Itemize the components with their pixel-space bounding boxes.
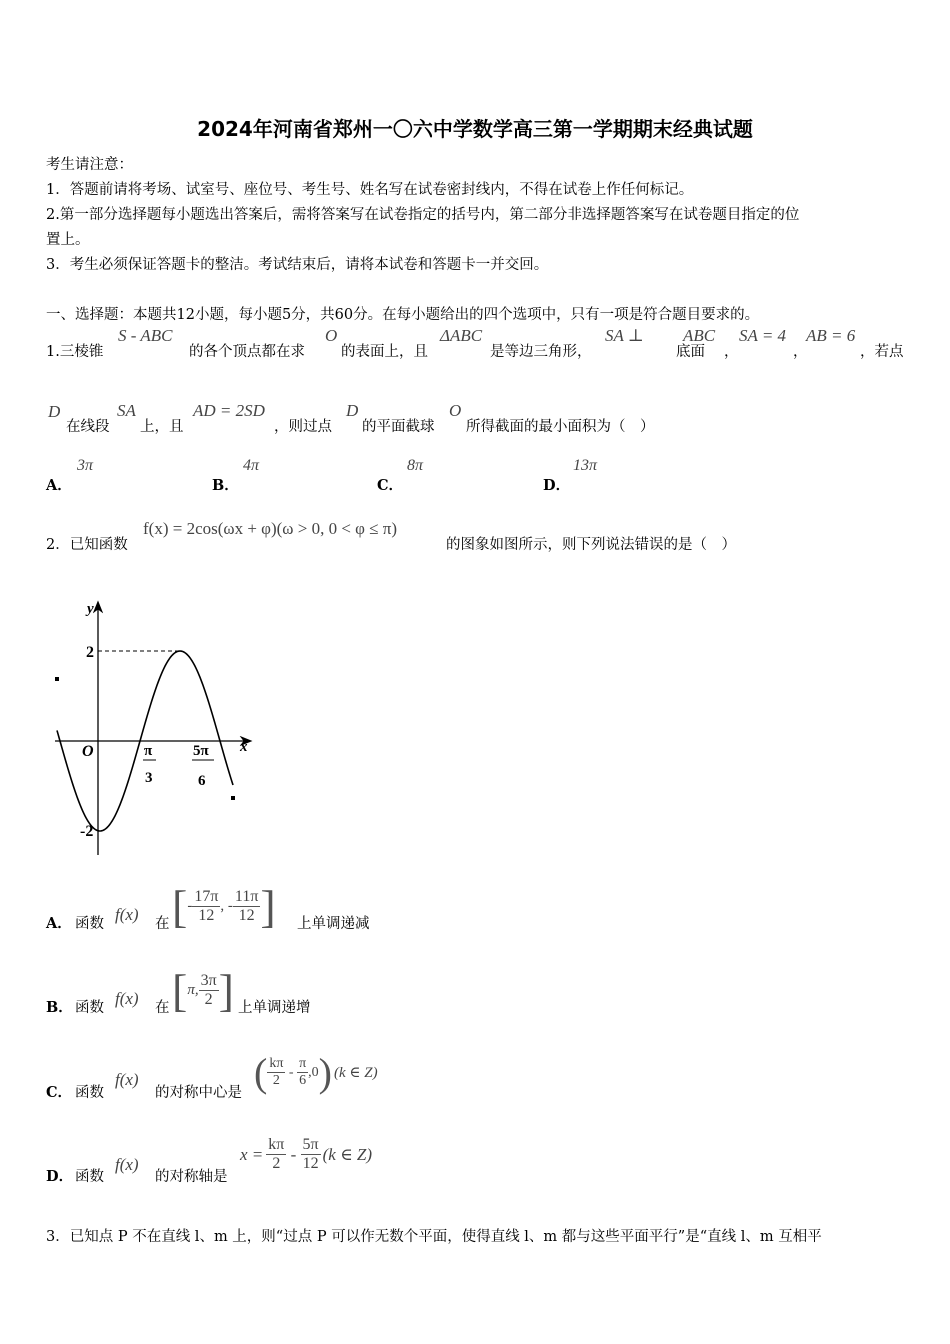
q2-option-b-frac-den: 2 xyxy=(204,991,213,1008)
q2-option-d-letter[interactable]: D． xyxy=(46,1168,74,1185)
q1-math-triangle: ΔABC xyxy=(440,326,483,345)
q2-option-c-frac1-den: 2 xyxy=(272,1073,280,1088)
curve-end-point xyxy=(231,796,235,800)
q2-text-1: 2．已知函数 xyxy=(46,537,128,553)
q1-option-a-value[interactable]: 3π xyxy=(77,457,94,474)
q3-text: 3．已知点 P 不在直线 l、m 上，则“过点 P 可以作无数个平面，使得直线 l、m 都与这些平面平行”是“直线 l、m 互相平 xyxy=(46,1229,822,1245)
q2-text-2: 的图象如图所示，则下列说法错误的是（ ） xyxy=(446,537,736,553)
q2-option-a-mid: 在 xyxy=(155,916,170,932)
tick2-denominator: 6 xyxy=(198,773,206,789)
q2-option-b-frac-num: 3π xyxy=(200,972,217,989)
q2-option-a-fx: f(x) xyxy=(115,905,139,924)
q2-option-c-frac1-num: kπ xyxy=(269,1056,284,1071)
q2-option-d-lead: x = xyxy=(240,1144,264,1164)
q2-option-d-pre: 函数 xyxy=(75,1169,104,1185)
q1-math-ad2sd: AD = 2SD xyxy=(193,401,265,420)
q2-option-d-frac2-num: 5π xyxy=(302,1136,319,1153)
q1-option-d-letter[interactable]: D． xyxy=(543,477,571,494)
q1-math-sa-perp: SA ⊥ xyxy=(605,326,644,345)
q2-option-c-center: ( $\frac{k\pi}{2}$ - $\frac{\pi}{6}$ ,0 ) (k ∈ Z) xyxy=(254,1050,378,1095)
q2-option-c-frac2-den: 6 xyxy=(299,1073,307,1088)
q1-math-d: D xyxy=(48,402,61,421)
x-axis-label: x xyxy=(240,739,248,755)
q1-text-7: ， xyxy=(793,344,808,360)
q2-option-a-interval: [ - $\frac{17\pi}{12}$ , - $\frac{11\pi}{12}$ ] xyxy=(172,881,276,932)
q1-math-sa4: SA = 4 xyxy=(739,326,787,345)
q2-option-a-frac1-num: 17π xyxy=(194,888,219,905)
q1-text-3: 的表面上，且 xyxy=(341,344,428,360)
q1-option-b-value[interactable]: 4π xyxy=(243,457,260,474)
tick2-numerator: 5π xyxy=(193,743,209,759)
notice-item-1: 1．答题前请将考场、试室号、座位号、考生号、姓名写在试卷密封线内，不得在试卷上作任何标记。 xyxy=(46,182,694,198)
q2-option-d-frac1-num: kπ xyxy=(268,1136,285,1153)
q1-text-1: 1.三棱锥 xyxy=(46,344,104,360)
q2-cosine-graph xyxy=(40,595,270,865)
q2-option-c-pre: 函数 xyxy=(75,1085,104,1101)
q2-formula: f(x) = 2cos(ωx + φ)(ω > 0, 0 < φ ≤ π) xyxy=(143,519,398,538)
notice-heading: 考生请注意： xyxy=(46,157,133,173)
q2-option-a-frac2-num: 11π xyxy=(234,888,259,905)
q2-option-d-frac2-den: 12 xyxy=(302,1155,319,1172)
q2-option-c-mid: 的对称中心是 xyxy=(155,1085,242,1101)
q2-option-c-fx: f(x) xyxy=(115,1070,139,1089)
y-max-label: 2 xyxy=(86,644,94,661)
notice-item-3: 3．考生必须保证答题卡的整洁。考试结束后，请将本试卷和答题卡一并交回。 xyxy=(46,257,549,273)
q2-option-b-lead: π, xyxy=(187,982,199,998)
q1-text-10: 上，且 xyxy=(140,419,184,435)
q2-option-d-frac1-den: 2 xyxy=(272,1155,281,1172)
section-heading: 一、选择题：本题共12小题，每小题5分，共60分。在每小题给出的四个选项中，只有一项是符合题目要求的。 xyxy=(46,307,760,323)
q1-option-d-value[interactable]: 13π xyxy=(573,457,598,474)
q2-option-c-cond: (k ∈ Z) xyxy=(333,1065,378,1081)
exam-title: 2024年河南省郑州一〇六中学数学高三第一学期期末经典试题 xyxy=(197,117,753,141)
y-axis-label: y xyxy=(87,601,94,617)
notice-item-2-cont: 置上。 xyxy=(46,232,90,248)
q1-text-6: ， xyxy=(724,344,739,360)
q2-option-b-letter[interactable]: B． xyxy=(46,999,73,1016)
q1-text-2: 的各个顶点都在求 xyxy=(189,344,305,360)
q2-option-b-post: 上单调递增 xyxy=(238,1000,311,1016)
tick1-denominator: 3 xyxy=(145,770,153,786)
origin-label: O xyxy=(82,743,94,760)
q2-option-d-fx: f(x) xyxy=(115,1155,139,1174)
q1-text-4: 是等边三角形， xyxy=(490,344,592,360)
q2-option-d-axis: x = $\frac{k\pi}{2}$ - $\frac{5\pi}{12}$ (k ∈ Z) xyxy=(240,1136,373,1172)
q2-option-d-cond: (k ∈ Z) xyxy=(322,1144,373,1164)
q1-math-d2: D xyxy=(346,401,359,420)
q2-option-c-letter[interactable]: C． xyxy=(46,1084,73,1101)
q2-option-b-pre: 函数 xyxy=(75,1000,104,1016)
q1-text-5: 底面 xyxy=(676,344,705,360)
q1-math-ab6: AB = 6 xyxy=(806,326,856,345)
q1-option-c-value[interactable]: 8π xyxy=(407,457,424,474)
q2-option-a-letter[interactable]: A． xyxy=(46,915,72,932)
q1-math-sabc: S - ABC xyxy=(118,326,173,345)
q1-option-c-letter[interactable]: C． xyxy=(377,477,404,494)
y-min-label: -2 xyxy=(80,823,94,840)
q1-text-11: ，则过点 xyxy=(274,419,332,435)
q1-text-9: 在线段 xyxy=(66,419,110,435)
q2-option-b-interval: [ π, $\frac{3\pi}{2}$ ] xyxy=(172,965,234,1016)
tick1-numerator: π xyxy=(144,743,153,759)
q2-option-a-pre: 函数 xyxy=(75,916,104,932)
q1-option-a-letter[interactable]: A． xyxy=(46,477,72,494)
q2-option-c-tail: ,0 xyxy=(308,1064,319,1080)
notice-item-2: 2.第一部分选择题每小题选出答案后，需将答案写在试卷指定的括号内，第二部分非选择题答案写在试卷题目指定的位 xyxy=(46,207,800,223)
q2-option-b-mid: 在 xyxy=(155,1000,170,1016)
q1-math-abc: ABC xyxy=(683,326,716,345)
q2-option-c-frac2-num: π xyxy=(299,1056,307,1071)
q2-option-b-fx: f(x) xyxy=(115,989,139,1008)
q1-text-12: 的平面截球 xyxy=(362,419,435,435)
q1-option-b-letter[interactable]: B． xyxy=(212,477,239,494)
q1-text-13: 所得截面的最小面积为（ ） xyxy=(466,419,655,435)
q2-option-a-post: 上单调递减 xyxy=(297,916,370,932)
q2-option-a-frac1-den: 12 xyxy=(198,907,215,924)
q1-math-o2: O xyxy=(449,401,462,420)
curve-start-point xyxy=(55,677,59,681)
q2-option-a-frac2-den: 12 xyxy=(238,907,255,924)
q1-math-sa: SA xyxy=(117,401,136,420)
q2-option-d-mid: 的对称轴是 xyxy=(155,1169,228,1185)
q1-math-o: O xyxy=(325,326,338,345)
q1-text-8: ，若点 xyxy=(860,344,904,360)
